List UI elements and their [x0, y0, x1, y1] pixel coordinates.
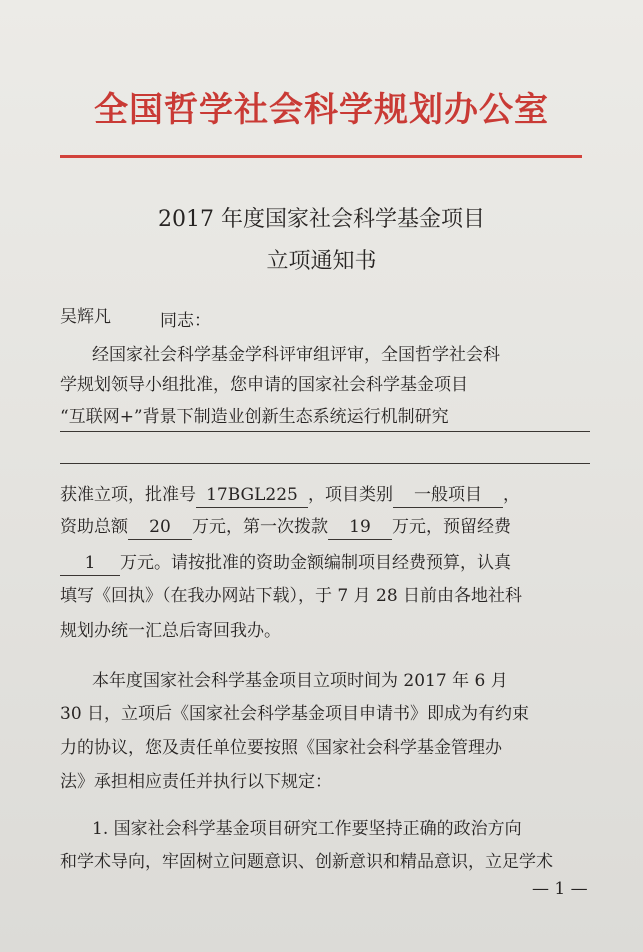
reserve-line — [60, 552, 511, 576]
category-label: ，项目类别 — [308, 485, 393, 505]
document-title-line-1: 2017 年度国家社会科学基金项目 — [158, 207, 485, 232]
issuing-office-header: 全国哲学社会科学规划办公室 — [94, 90, 549, 130]
header-red-rule — [60, 155, 582, 158]
first-payment-amount: 19 — [328, 516, 392, 540]
paragraph-3-line-1: 本年度国家社会科学基金项目立项时间为 2017 年 6 月 — [92, 671, 508, 691]
approval-number: 17BGL225 — [196, 484, 308, 508]
paragraph-1-line-2: 学规划领导小组批准，您申请的国家社会科学基金项目 — [60, 375, 468, 395]
approval-line-comma: ， — [503, 485, 520, 505]
salutation: 同志： — [160, 311, 211, 331]
reserve-line-rest: 万元。请按批准的资助金额编制项目经费预算，认真 — [120, 553, 511, 573]
document-title-line-2: 立项通知书 — [266, 249, 377, 274]
paragraph-1-line-1: 经国家社会科学基金学科评审组评审，全国哲学社会科 — [92, 345, 500, 365]
approval-line — [60, 484, 520, 508]
project-title: “互联网+”背景下制造业创新生态系统运行机制研究 — [60, 407, 449, 427]
first-payment-label: 万元，第一次拨款 — [192, 517, 328, 537]
rule-1-line-1: 1. 国家社会科学基金项目研究工作要坚持正确的政治方向 — [92, 819, 522, 839]
funding-line — [60, 516, 511, 540]
paragraph-3-line-4: 法》承担相应责任并执行以下规定： — [60, 772, 332, 792]
blank-underline — [60, 463, 590, 464]
paragraph-2-line-4: 填写《回执》（在我办网站下载），于 7 月 28 日前由各地社科 — [60, 586, 523, 606]
rule-1-line-2: 和学术导向，牢固树立问题意识、创新意识和精品意识，立足学术 — [60, 852, 553, 872]
total-label: 资助总额 — [60, 517, 128, 537]
total-amount: 20 — [128, 516, 192, 540]
paragraph-3-line-2: 30 日，立项后《国家社会科学基金项目申请书》即成为有约束 — [60, 704, 530, 724]
addressee-name: 吴辉凡 — [60, 307, 111, 327]
reserve-label: 万元，预留经费 — [392, 517, 511, 537]
project-category: 一般项目 — [393, 484, 503, 508]
approved-label: 获准立项，批准号 — [60, 485, 196, 505]
paragraph-3-line-3: 力的协议，您及责任单位要按照《国家社会科学基金管理办 — [60, 738, 502, 758]
paragraph-2-line-5: 规划办统一汇总后寄回我办。 — [60, 621, 281, 641]
page-number: — 1 — — [532, 879, 588, 899]
reserve-amount: 1 — [60, 552, 120, 576]
project-title-underline — [60, 431, 590, 432]
